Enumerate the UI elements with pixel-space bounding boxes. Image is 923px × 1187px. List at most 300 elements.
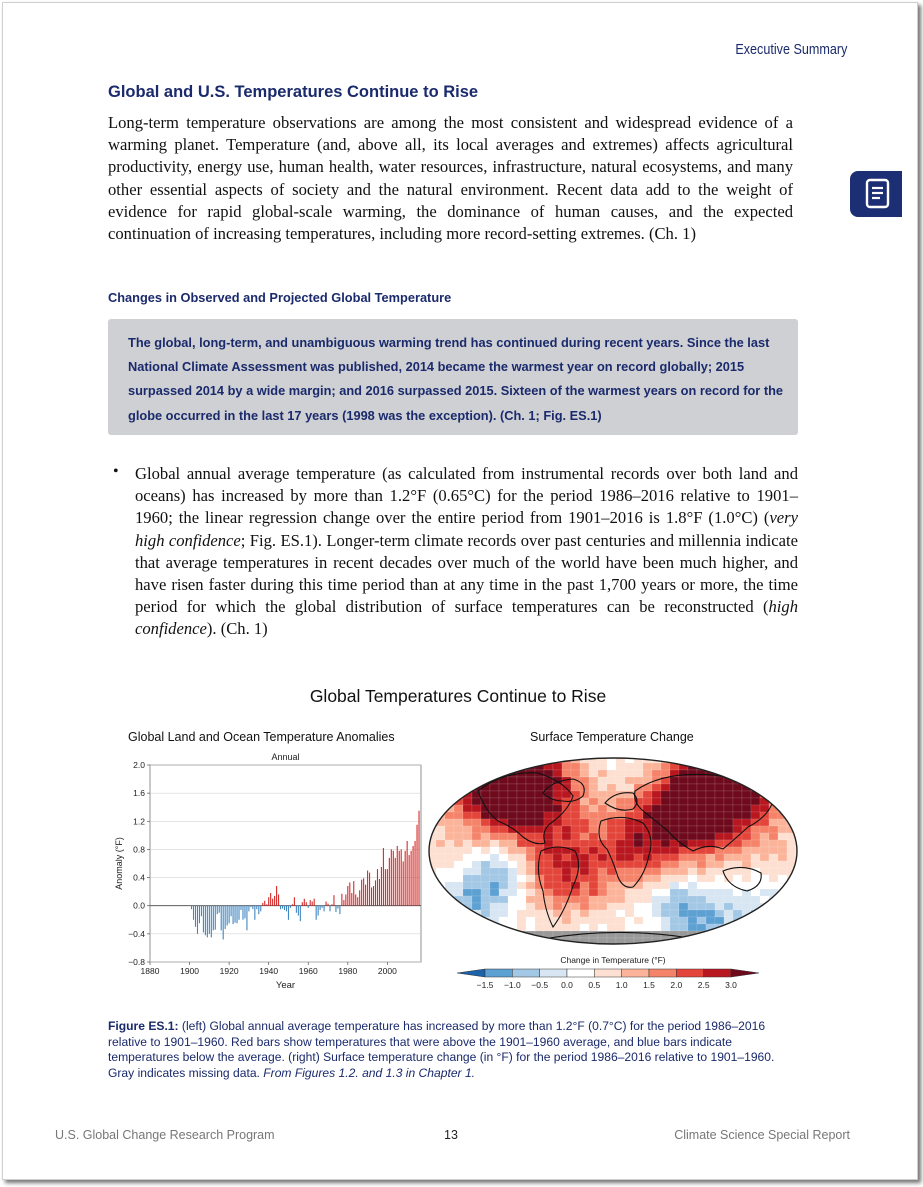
map-cell: [688, 861, 697, 868]
map-cell: [796, 931, 805, 938]
map-cell: [481, 770, 490, 777]
map-cell: [652, 945, 661, 952]
map-cell: [661, 798, 670, 805]
colorbar-tick-label: −1.0: [503, 980, 521, 990]
map-cell: [787, 896, 796, 903]
map-cell: [625, 875, 634, 882]
map-cell: [733, 938, 742, 945]
map-cell: [796, 868, 805, 875]
map-cell: [454, 868, 463, 875]
map-cell: [472, 903, 481, 910]
map-cell: [616, 889, 625, 896]
map-cell: [652, 812, 661, 819]
map-cell: [535, 791, 544, 798]
map-cell: [499, 868, 508, 875]
map-cell: [508, 868, 517, 875]
map-cell: [724, 854, 733, 861]
map-cell: [697, 826, 706, 833]
map-cell: [697, 861, 706, 868]
map-cell: [553, 791, 562, 798]
map-cell: [787, 945, 796, 952]
map-cell: [661, 945, 670, 952]
map-cell: [670, 931, 679, 938]
map-cell: [472, 875, 481, 882]
map-cell: [607, 882, 616, 889]
map-cell: [697, 819, 706, 826]
map-cell: [724, 819, 733, 826]
map-cell: [589, 777, 598, 784]
map-cell: [778, 917, 787, 924]
map-cell: [706, 931, 715, 938]
map-cell: [679, 756, 688, 763]
map-cell: [589, 875, 598, 882]
map-cell: [724, 763, 733, 770]
x-tick-label: 1980: [338, 966, 358, 976]
map-cell: [499, 847, 508, 854]
map-cell: [517, 910, 526, 917]
map-cell: [679, 868, 688, 875]
map-cell: [670, 826, 679, 833]
map-cell: [526, 938, 535, 945]
map-cell: [544, 840, 553, 847]
map-cell: [796, 917, 805, 924]
map-cell: [562, 812, 571, 819]
map-cell: [634, 840, 643, 847]
map-cell: [517, 882, 526, 889]
map-cell: [742, 903, 751, 910]
map-cell: [634, 917, 643, 924]
map-cell: [679, 875, 688, 882]
map-cell: [427, 910, 436, 917]
map-cell: [769, 882, 778, 889]
map-cell: [688, 924, 697, 931]
map-cell: [526, 784, 535, 791]
map-cell: [742, 896, 751, 903]
map-cell: [733, 868, 742, 875]
map-cell: [697, 833, 706, 840]
map-cell: [616, 756, 625, 763]
map-cell: [436, 889, 445, 896]
map-cell: [769, 875, 778, 882]
map-cell: [481, 889, 490, 896]
map-cell: [517, 847, 526, 854]
map-cell: [706, 889, 715, 896]
map-cell: [733, 840, 742, 847]
caption-text: (left) Global annual average temperature has increased by more than 1.2°F (0.7°C) for the period 1986–2016 relative to 1901–1960. Red bars show temperatures that were above the 1901–1960 average, and blue bars indicate temperatures below the average. (right) Surface temperature change (in °F) for the period 1986–2016 relative to 1901–1960. Gray indicates missing data.: [108, 1019, 775, 1080]
map-cell: [490, 868, 499, 875]
map-cell: [715, 756, 724, 763]
map-cell: [688, 910, 697, 917]
map-cell: [625, 840, 634, 847]
map-cell: [661, 875, 670, 882]
map-cell: [499, 910, 508, 917]
map-cell: [499, 756, 508, 763]
map-cell: [526, 882, 535, 889]
map-cell: [796, 833, 805, 840]
map-cell: [625, 826, 634, 833]
map-cell: [796, 903, 805, 910]
map-cell: [616, 917, 625, 924]
map-cell: [652, 924, 661, 931]
map-cell: [769, 924, 778, 931]
map-cell: [670, 868, 679, 875]
map-cell: [625, 784, 634, 791]
map-cell: [625, 763, 634, 770]
map-cell: [652, 763, 661, 770]
section-title: Global and U.S. Temperatures Continue to Rise: [108, 83, 479, 101]
map-cell: [463, 889, 472, 896]
map-cell: [715, 791, 724, 798]
map-cell: [670, 924, 679, 931]
map-cell: [706, 784, 715, 791]
map-cell: [760, 882, 769, 889]
map-cell: [778, 868, 787, 875]
map-cell: [706, 847, 715, 854]
map-cell: [742, 917, 751, 924]
map-cell: [778, 763, 787, 770]
map-cell: [733, 784, 742, 791]
map-cell: [544, 945, 553, 952]
map-cell: [481, 812, 490, 819]
colorbar-segment: [485, 969, 512, 977]
map-cell: [769, 889, 778, 896]
map-cell: [580, 910, 589, 917]
map-cell: [769, 910, 778, 917]
map-cell: [769, 945, 778, 952]
map-cell: [787, 847, 796, 854]
map-cell: [634, 945, 643, 952]
map-cell: [517, 777, 526, 784]
map-cell: [769, 770, 778, 777]
map-cell: [562, 868, 571, 875]
map-cell: [454, 812, 463, 819]
map-cell: [778, 840, 787, 847]
map-cell: [688, 938, 697, 945]
map-cell: [526, 903, 535, 910]
map-cell: [526, 791, 535, 798]
map-cell: [508, 931, 517, 938]
map-cell: [652, 861, 661, 868]
map-cell: [463, 868, 472, 875]
map-cell: [481, 924, 490, 931]
map-cell: [751, 826, 760, 833]
map-cell: [652, 889, 661, 896]
map-cell: [580, 945, 589, 952]
map-cell: [463, 826, 472, 833]
map-cell: [454, 819, 463, 826]
map-cell: [526, 861, 535, 868]
map-cell: [679, 889, 688, 896]
map-cell: [508, 791, 517, 798]
map-cell: [454, 924, 463, 931]
map-cell: [436, 938, 445, 945]
map-cell: [508, 763, 517, 770]
map-cell: [508, 889, 517, 896]
map-cell: [589, 917, 598, 924]
map-cell: [715, 854, 724, 861]
map-cell: [589, 770, 598, 777]
map-cell: [652, 847, 661, 854]
map-cell: [571, 812, 580, 819]
map-cell: [553, 882, 562, 889]
map-cell: [634, 770, 643, 777]
map-cell: [643, 770, 652, 777]
map-cell: [598, 945, 607, 952]
map-cell: [742, 763, 751, 770]
map-cell: [463, 784, 472, 791]
map-cell: [688, 868, 697, 875]
bullet-text-3: ). (Ch. 1): [206, 619, 268, 639]
map-cell: [688, 798, 697, 805]
map-cell: [508, 882, 517, 889]
colorbar-tick-label: 1.5: [643, 980, 655, 990]
running-head: Executive Summary: [734, 41, 847, 58]
map-cell: [769, 826, 778, 833]
map-cell: [652, 791, 661, 798]
map-cell: [634, 861, 643, 868]
map-cell: [616, 805, 625, 812]
map-cell: [535, 903, 544, 910]
map-cell: [715, 861, 724, 868]
map-cell: [490, 756, 499, 763]
map-cell: [625, 756, 634, 763]
subheading: Changes in Observed and Projected Global Temperature: [108, 290, 452, 305]
map-cell: [796, 896, 805, 903]
map-cell: [454, 910, 463, 917]
map-cell: [427, 756, 436, 763]
map-cell: [724, 826, 733, 833]
map-title: Surface Temperature Change: [530, 730, 694, 744]
map-cell: [589, 882, 598, 889]
map-cell: [742, 756, 751, 763]
map-cell: [472, 945, 481, 952]
map-cell: [427, 924, 436, 931]
map-cell: [463, 917, 472, 924]
map-cell: [607, 777, 616, 784]
map-cell: [706, 854, 715, 861]
map-cell: [733, 903, 742, 910]
map-cell: [733, 847, 742, 854]
map-cell: [589, 931, 598, 938]
map-cell: [652, 805, 661, 812]
map-cell: [706, 882, 715, 889]
map-cell: [706, 917, 715, 924]
map-cell: [661, 784, 670, 791]
colorbar-tick-label: −1.5: [476, 980, 494, 990]
map-cell: [706, 805, 715, 812]
map-cell: [463, 833, 472, 840]
map-cell: [652, 756, 661, 763]
map-cell: [715, 889, 724, 896]
map-cell: [634, 903, 643, 910]
map-cell: [634, 763, 643, 770]
map-cell: [598, 756, 607, 763]
map-cell: [697, 756, 706, 763]
map-cell: [598, 889, 607, 896]
map-cell: [688, 756, 697, 763]
x-tick-label: 1920: [219, 966, 239, 976]
map-cell: [436, 868, 445, 875]
map-cell: [454, 889, 463, 896]
map-cell: [598, 924, 607, 931]
map-cell: [643, 791, 652, 798]
map-cell: [454, 833, 463, 840]
map-cell: [517, 833, 526, 840]
map-cell: [490, 763, 499, 770]
map-cell: [706, 861, 715, 868]
map-cell: [697, 903, 706, 910]
map-cell: [724, 889, 733, 896]
map-cell: [481, 854, 490, 861]
map-cell: [652, 896, 661, 903]
x-tick-label: 1900: [180, 966, 200, 976]
map-cell: [751, 770, 760, 777]
map-cell: [760, 756, 769, 763]
map-cell: [661, 805, 670, 812]
map-cell: [562, 819, 571, 826]
map-cell: [751, 833, 760, 840]
map-cell: [616, 833, 625, 840]
map-cell: [769, 917, 778, 924]
map-cell: [607, 924, 616, 931]
y-tick-label: 1.6: [133, 788, 145, 799]
map-cell: [454, 917, 463, 924]
map-cell: [436, 861, 445, 868]
map-cell: [652, 882, 661, 889]
map-cell: [517, 924, 526, 931]
map-cell: [436, 826, 445, 833]
map-cell: [472, 847, 481, 854]
map-cell: [544, 889, 553, 896]
map-cell: [715, 917, 724, 924]
map-cell: [526, 798, 535, 805]
map-cell: [751, 805, 760, 812]
map-cell: [562, 854, 571, 861]
colorbar-tick-label: 1.0: [615, 980, 628, 990]
map-cell: [787, 910, 796, 917]
map-cell: [670, 889, 679, 896]
map-cell: [706, 791, 715, 798]
map-cell: [796, 875, 805, 882]
map-cell: [481, 882, 490, 889]
map-cell: [589, 784, 598, 791]
map-cell: [652, 917, 661, 924]
map-cell: [508, 840, 517, 847]
map-cell: [571, 889, 580, 896]
map-cell: [481, 763, 490, 770]
map-cell: [544, 805, 553, 812]
map-cell: [463, 861, 472, 868]
map-cell: [607, 875, 616, 882]
map-cell: [625, 882, 634, 889]
map-cell: [742, 875, 751, 882]
x-tick-label: 1940: [259, 966, 279, 976]
map-cell: [652, 826, 661, 833]
bullet-text-2: ; Fig. ES.1). Longer-term climate records over past centuries and millennia indicate that average temperatures in recent decades over much of the world have been much higher, and have risen faster during this time period than at any time in the past 1,700 years or more, the time period for which the global distribution of surface temperatures can be reconstructed (: [135, 530, 798, 617]
map-cell: [769, 798, 778, 805]
colorbar-tick-label: −0.5: [531, 980, 549, 990]
map-cell: [589, 910, 598, 917]
map-cell: [535, 798, 544, 805]
page-number: 13: [444, 1128, 458, 1142]
map-cell: [481, 840, 490, 847]
map-cell: [634, 847, 643, 854]
map-cell: [535, 833, 544, 840]
map-cell: [787, 812, 796, 819]
map-cell: [517, 819, 526, 826]
map-cell: [715, 805, 724, 812]
map-cell: [598, 777, 607, 784]
map-cell: [643, 875, 652, 882]
map-cell: [463, 875, 472, 882]
map-cell: [706, 756, 715, 763]
map-cell: [526, 819, 535, 826]
notes-tab-icon[interactable]: [850, 171, 902, 217]
map-cell: [499, 784, 508, 791]
map-cell: [652, 854, 661, 861]
map-cell: [472, 819, 481, 826]
colorbar-segment: [649, 969, 676, 977]
map-cell: [508, 847, 517, 854]
map-cell: [553, 805, 562, 812]
map-cell: [589, 945, 598, 952]
map-cell: [454, 784, 463, 791]
map-cell: [481, 875, 490, 882]
map-cell: [445, 812, 454, 819]
map-cell: [562, 840, 571, 847]
map-cell: [652, 868, 661, 875]
map-cell: [769, 854, 778, 861]
map-cell: [436, 847, 445, 854]
map-cell: [697, 875, 706, 882]
map-cell: [778, 896, 787, 903]
map-cell: [724, 910, 733, 917]
map-cell: [445, 840, 454, 847]
map-cell: [787, 931, 796, 938]
map-cell: [589, 840, 598, 847]
map-cell: [580, 833, 589, 840]
map-cell: [706, 833, 715, 840]
map-cell: [616, 924, 625, 931]
map-cell: [733, 889, 742, 896]
map-cell: [517, 791, 526, 798]
map-cell: [643, 931, 652, 938]
map-cell: [445, 938, 454, 945]
map-cell: [445, 882, 454, 889]
map-cell: [589, 903, 598, 910]
map-cell: [706, 819, 715, 826]
map-cell: [616, 854, 625, 861]
map-cell: [706, 777, 715, 784]
map-cell: [679, 854, 688, 861]
map-cell: [769, 777, 778, 784]
map-cell: [598, 861, 607, 868]
map-cell: [616, 826, 625, 833]
map-cell: [742, 798, 751, 805]
map-cell: [580, 847, 589, 854]
map-cell: [508, 756, 517, 763]
map-cell: [553, 798, 562, 805]
map-cell: [427, 819, 436, 826]
map-cell: [679, 812, 688, 819]
map-cell: [751, 763, 760, 770]
map-cell: [427, 938, 436, 945]
map-cell: [787, 798, 796, 805]
map-cell: [589, 805, 598, 812]
map-cell: [508, 938, 517, 945]
map-cell: [571, 826, 580, 833]
map-cell: [589, 756, 598, 763]
